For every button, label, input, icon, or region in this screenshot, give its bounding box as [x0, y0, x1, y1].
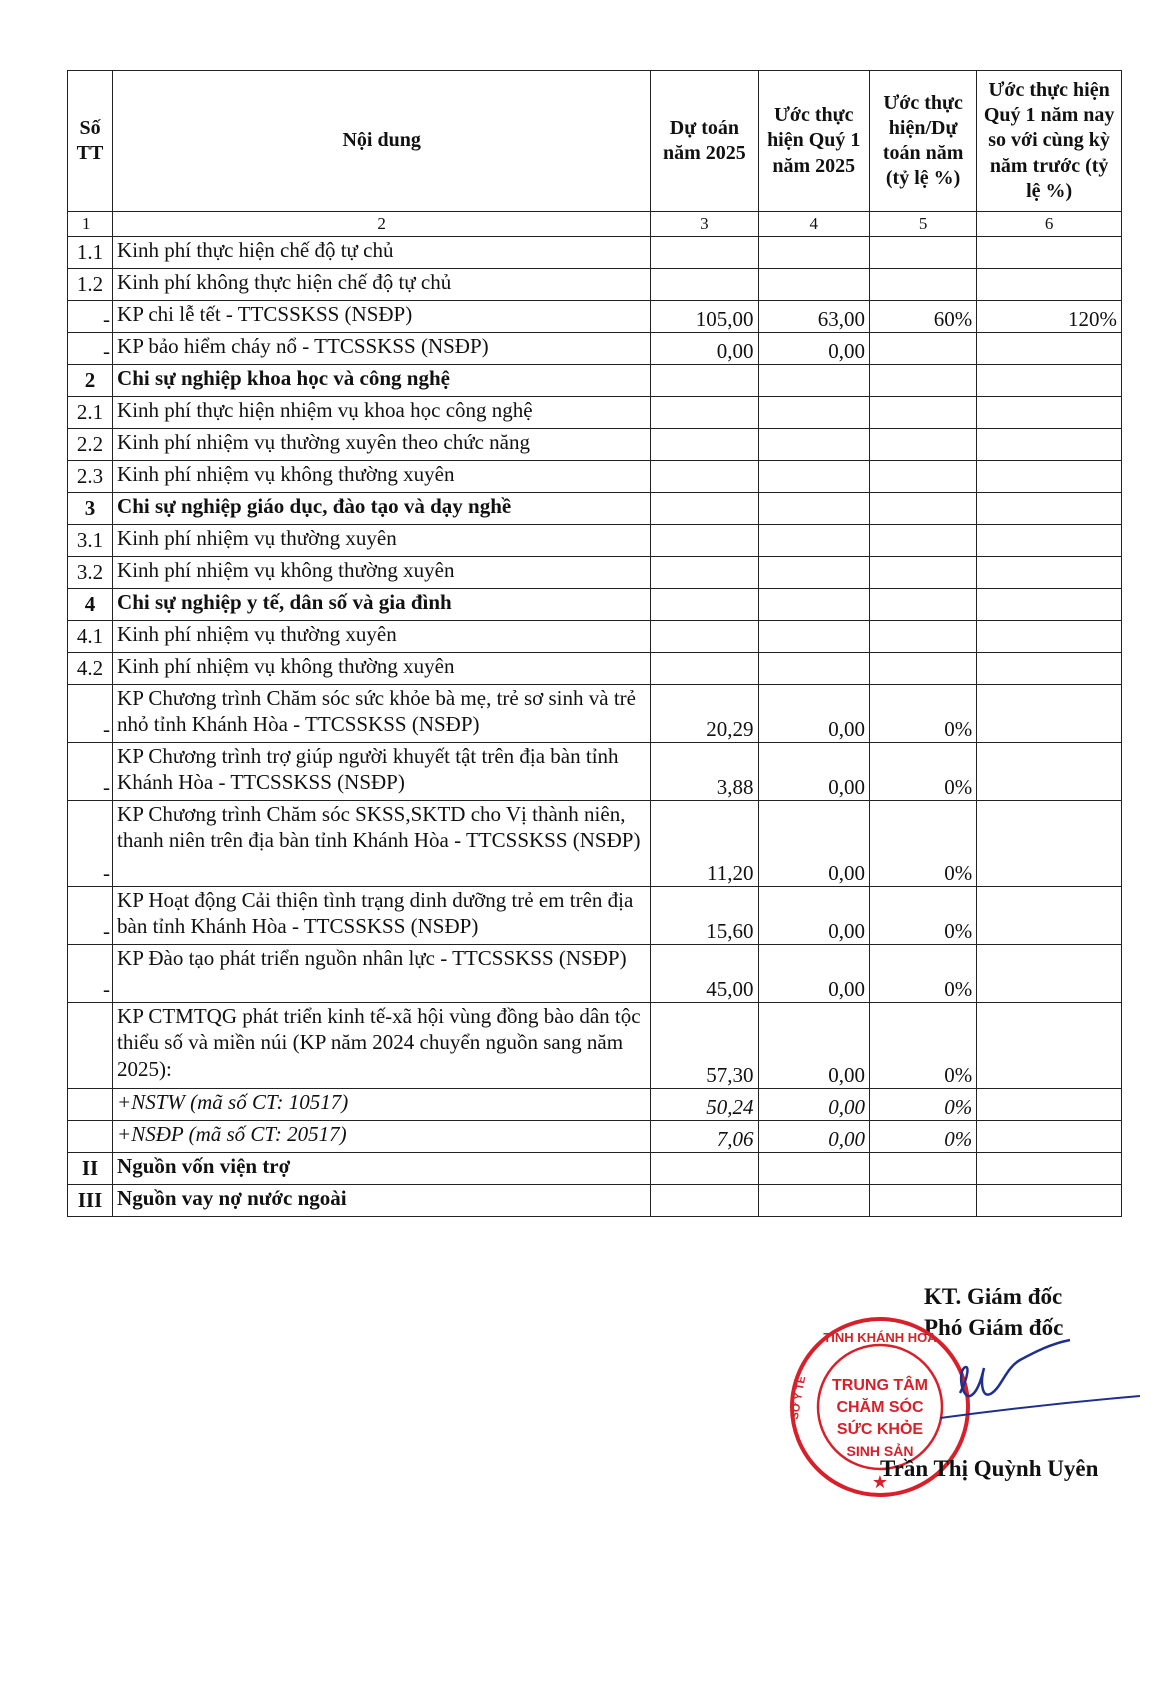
row-ty-le-du-toan: [870, 461, 977, 493]
row-ty-le-du-toan: 0%: [870, 1089, 977, 1121]
header-du-toan: Dự toán năm 2025: [651, 71, 758, 212]
row-ty-le-cung-ky: [977, 801, 1122, 887]
table-row: [68, 493, 1122, 525]
row-uoc-thuc-hien: 63,00: [758, 301, 870, 333]
row-uoc-thuc-hien: [758, 1153, 870, 1185]
row-ty-le-du-toan: [870, 397, 977, 429]
row-stt: III: [68, 1185, 113, 1217]
row-ty-le-cung-ky: 120%: [977, 301, 1122, 333]
row-content: Kinh phí nhiệm vụ thường xuyên theo chức năng: [113, 429, 651, 461]
row-ty-le-du-toan: [870, 1153, 977, 1185]
row-content: Nguồn vốn viện trợ: [113, 1153, 651, 1185]
row-du-toan: [651, 525, 758, 557]
row-content: KP CTMTQG phát triển kinh tế-xã hội vùng đồng bào dân tộc thiểu số và miền núi (KP năm 2024 chuyển nguồn sang năm 2025):: [113, 1003, 651, 1089]
row-content: KP Chương trình Chăm sóc SKSS,SKTD cho Vị thành niên, thanh niên trên địa bàn tỉnh Khánh Hòa - TTCSSKSS (NSĐP): [113, 801, 651, 887]
row-stt: 2.1: [68, 397, 113, 429]
row-stt: [68, 1003, 113, 1089]
row-ty-le-du-toan: [870, 1185, 977, 1217]
row-uoc-thuc-hien: [758, 525, 870, 557]
row-du-toan: [651, 269, 758, 301]
row-stt: -: [68, 743, 113, 801]
row-uoc-thuc-hien: [758, 365, 870, 397]
stamp-ring-top: TỈNH KHÁNH HÒA: [823, 1330, 937, 1345]
row-content: +NSTW (mã số CT: 10517): [113, 1089, 651, 1121]
row-du-toan: 105,00: [651, 301, 758, 333]
table-row: [68, 461, 1122, 493]
row-du-toan: [651, 621, 758, 653]
header-uoc-thuc-hien: Ước thực hiện Quý 1 năm 2025: [758, 71, 870, 212]
row-ty-le-du-toan: 0%: [870, 743, 977, 801]
row-stt: -: [68, 301, 113, 333]
row-ty-le-du-toan: [870, 237, 977, 269]
row-du-toan: 50,24: [651, 1089, 758, 1121]
row-uoc-thuc-hien: [758, 557, 870, 589]
row-content: KP bảo hiểm cháy nổ - TTCSSKSS (NSĐP): [113, 333, 651, 365]
signer-name: Trần Thị Quỳnh Uyên: [880, 1456, 1099, 1481]
row-ty-le-cung-ky: [977, 1003, 1122, 1089]
row-uoc-thuc-hien: [758, 269, 870, 301]
stamp-line-4: SINH SẢN: [846, 1443, 914, 1459]
table-row: [68, 1003, 1122, 1089]
row-uoc-thuc-hien: 0,00: [758, 743, 870, 801]
stamp-ring-left: SỞ Y TẾ: [788, 1375, 809, 1421]
row-ty-le-cung-ky: [977, 461, 1122, 493]
row-content: +NSĐP (mã số CT: 20517): [113, 1121, 651, 1153]
row-stt: 2: [68, 365, 113, 397]
row-ty-le-du-toan: [870, 653, 977, 685]
row-stt: II: [68, 1153, 113, 1185]
budget-table: [67, 70, 1122, 1217]
row-du-toan: [651, 493, 758, 525]
table-row: [68, 397, 1122, 429]
table-row: [68, 301, 1122, 333]
row-content: Kinh phí nhiệm vụ không thường xuyên: [113, 653, 651, 685]
row-uoc-thuc-hien: [758, 1185, 870, 1217]
row-ty-le-cung-ky: [977, 493, 1122, 525]
row-ty-le-du-toan: [870, 429, 977, 461]
row-uoc-thuc-hien: [758, 493, 870, 525]
row-uoc-thuc-hien: 0,00: [758, 945, 870, 1003]
table-row: [68, 1153, 1122, 1185]
row-du-toan: 20,29: [651, 685, 758, 743]
stamp-line-2: CHĂM SÓC: [836, 1399, 924, 1416]
row-content: Nguồn vay nợ nước ngoài: [113, 1185, 651, 1217]
row-uoc-thuc-hien: [758, 621, 870, 653]
row-ty-le-cung-ky: [977, 945, 1122, 1003]
row-content: Kinh phí nhiệm vụ thường xuyên: [113, 621, 651, 653]
row-ty-le-cung-ky: [977, 525, 1122, 557]
row-content: Kinh phí nhiệm vụ không thường xuyên: [113, 557, 651, 589]
row-ty-le-cung-ky: [977, 621, 1122, 653]
table-row: [68, 525, 1122, 557]
row-content: Kinh phí thực hiện nhiệm vụ khoa học công nghệ: [113, 397, 651, 429]
row-ty-le-cung-ky: [977, 1185, 1122, 1217]
table-row: [68, 1185, 1122, 1217]
row-du-toan: 0,00: [651, 333, 758, 365]
row-content: KP Chương trình Chăm sóc sức khỏe bà mẹ, trẻ sơ sinh và trẻ nhỏ tỉnh Khánh Hòa - TTCSSKSS (NSĐP): [113, 685, 651, 743]
row-content: KP Đào tạo phát triển nguồn nhân lực - TTCSSKSS (NSĐP): [113, 945, 651, 1003]
row-content: Kinh phí thực hiện chế độ tự chủ: [113, 237, 651, 269]
row-content: Kinh phí không thực hiện chế độ tự chủ: [113, 269, 651, 301]
row-ty-le-du-toan: [870, 525, 977, 557]
table-row: [68, 269, 1122, 301]
row-ty-le-du-toan: 0%: [870, 1121, 977, 1153]
row-du-toan: [651, 1153, 758, 1185]
row-ty-le-du-toan: [870, 269, 977, 301]
row-ty-le-cung-ky: [977, 743, 1122, 801]
row-content: Chi sự nghiệp giáo dục, đào tạo và dạy nghề: [113, 493, 651, 525]
row-du-toan: [651, 589, 758, 621]
table-row: [68, 743, 1122, 801]
row-uoc-thuc-hien: 0,00: [758, 887, 870, 945]
row-content: Kinh phí nhiệm vụ thường xuyên: [113, 525, 651, 557]
table-row: [68, 333, 1122, 365]
row-stt: 4.1: [68, 621, 113, 653]
header-stt: Số TT: [68, 71, 113, 212]
row-du-toan: 3,88: [651, 743, 758, 801]
row-content: Chi sự nghiệp khoa học và công nghệ: [113, 365, 651, 397]
row-content: Chi sự nghiệp y tế, dân số và gia đình: [113, 589, 651, 621]
row-ty-le-du-toan: [870, 557, 977, 589]
row-ty-le-cung-ky: [977, 589, 1122, 621]
table-row: [68, 945, 1122, 1003]
row-du-toan: 57,30: [651, 1003, 758, 1089]
row-stt: -: [68, 945, 113, 1003]
row-du-toan: 15,60: [651, 887, 758, 945]
row-ty-le-du-toan: 0%: [870, 1003, 977, 1089]
row-ty-le-cung-ky: [977, 365, 1122, 397]
table-row: [68, 653, 1122, 685]
header-ty-le-du-toan: Ước thực hiện/Dự toán năm (tỷ lệ %): [870, 71, 977, 212]
row-stt: 2.3: [68, 461, 113, 493]
row-uoc-thuc-hien: 0,00: [758, 1003, 870, 1089]
row-stt: 3: [68, 493, 113, 525]
row-stt: 4: [68, 589, 113, 621]
stamp-star-icon: ★: [871, 1472, 889, 1492]
row-ty-le-du-toan: [870, 589, 977, 621]
table-row: [68, 1121, 1122, 1153]
header-row: [68, 71, 1122, 212]
header-noi-dung: Nội dung: [113, 71, 651, 212]
table-row: [68, 801, 1122, 887]
row-uoc-thuc-hien: 0,00: [758, 1089, 870, 1121]
table-row: [68, 887, 1122, 945]
row-content: KP chi lễ tết - TTCSSKSS (NSĐP): [113, 301, 651, 333]
col-number: 6: [977, 212, 1122, 237]
table-row: [68, 1089, 1122, 1121]
table-row: [68, 685, 1122, 743]
row-stt: -: [68, 887, 113, 945]
row-ty-le-cung-ky: [977, 557, 1122, 589]
row-stt: 2.2: [68, 429, 113, 461]
table-row: [68, 429, 1122, 461]
stamp-line-3: SỨC KHỎE: [836, 1421, 924, 1438]
col-number: 1: [68, 212, 113, 237]
row-uoc-thuc-hien: 0,00: [758, 1121, 870, 1153]
row-stt: [68, 1121, 113, 1153]
row-du-toan: [651, 397, 758, 429]
row-du-toan: 7,06: [651, 1121, 758, 1153]
row-du-toan: [651, 365, 758, 397]
col-number: 4: [758, 212, 870, 237]
row-content: KP Hoạt động Cải thiện tình trạng dinh dưỡng trẻ em trên địa bàn tỉnh Khánh Hòa - TTCSSKSS (NSĐP): [113, 887, 651, 945]
row-uoc-thuc-hien: 0,00: [758, 685, 870, 743]
row-ty-le-du-toan: 0%: [870, 801, 977, 887]
table-row: [68, 621, 1122, 653]
table-row: [68, 237, 1122, 269]
row-ty-le-cung-ky: [977, 269, 1122, 301]
row-uoc-thuc-hien: [758, 397, 870, 429]
row-uoc-thuc-hien: 0,00: [758, 801, 870, 887]
table-row: [68, 557, 1122, 589]
row-du-toan: [651, 461, 758, 493]
row-stt: 3.1: [68, 525, 113, 557]
row-uoc-thuc-hien: [758, 653, 870, 685]
header-ty-le-cung-ky: Ước thực hiện Quý 1 năm nay so với cùng kỳ năm trước (tỷ lệ %): [977, 71, 1122, 212]
row-ty-le-cung-ky: [977, 1153, 1122, 1185]
table-row: [68, 589, 1122, 621]
row-du-toan: [651, 429, 758, 461]
row-du-toan: [651, 237, 758, 269]
handwritten-signature: [940, 1338, 1140, 1438]
col-number: 5: [870, 212, 977, 237]
row-du-toan: [651, 557, 758, 589]
row-ty-le-du-toan: [870, 365, 977, 397]
row-ty-le-du-toan: [870, 333, 977, 365]
row-ty-le-cung-ky: [977, 1089, 1122, 1121]
row-ty-le-cung-ky: [977, 685, 1122, 743]
row-uoc-thuc-hien: [758, 237, 870, 269]
col-number: 3: [651, 212, 758, 237]
row-ty-le-du-toan: [870, 493, 977, 525]
row-ty-le-cung-ky: [977, 237, 1122, 269]
row-ty-le-du-toan: 60%: [870, 301, 977, 333]
row-stt: -: [68, 685, 113, 743]
row-du-toan: 45,00: [651, 945, 758, 1003]
row-ty-le-cung-ky: [977, 333, 1122, 365]
row-uoc-thuc-hien: [758, 589, 870, 621]
stamp-line-1: TRUNG TÂM: [832, 1377, 928, 1394]
signature-subtitle: Phó Giám đốc: [924, 1315, 1064, 1340]
row-content: Kinh phí nhiệm vụ không thường xuyên: [113, 461, 651, 493]
table-row: [68, 365, 1122, 397]
row-content: KP Chương trình trợ giúp người khuyết tật trên địa bàn tỉnh Khánh Hòa - TTCSSKSS (NSĐP): [113, 743, 651, 801]
row-stt: 4.2: [68, 653, 113, 685]
row-ty-le-cung-ky: [977, 1121, 1122, 1153]
row-ty-le-du-toan: 0%: [870, 945, 977, 1003]
row-stt: 1.2: [68, 269, 113, 301]
row-stt: -: [68, 801, 113, 887]
col-number: 2: [113, 212, 651, 237]
row-du-toan: 11,20: [651, 801, 758, 887]
row-ty-le-du-toan: [870, 621, 977, 653]
row-du-toan: [651, 653, 758, 685]
signature-title: KT. Giám đốc: [924, 1284, 1063, 1309]
row-uoc-thuc-hien: [758, 429, 870, 461]
row-ty-le-cung-ky: [977, 887, 1122, 945]
row-ty-le-cung-ky: [977, 653, 1122, 685]
row-stt: [68, 1089, 113, 1121]
row-stt: -: [68, 333, 113, 365]
row-ty-le-cung-ky: [977, 397, 1122, 429]
row-stt: 3.2: [68, 557, 113, 589]
row-du-toan: [651, 1185, 758, 1217]
column-number-row: [68, 212, 1122, 237]
row-uoc-thuc-hien: [758, 461, 870, 493]
row-ty-le-du-toan: 0%: [870, 685, 977, 743]
row-uoc-thuc-hien: 0,00: [758, 333, 870, 365]
row-ty-le-du-toan: 0%: [870, 887, 977, 945]
row-ty-le-cung-ky: [977, 429, 1122, 461]
row-stt: 1.1: [68, 237, 113, 269]
